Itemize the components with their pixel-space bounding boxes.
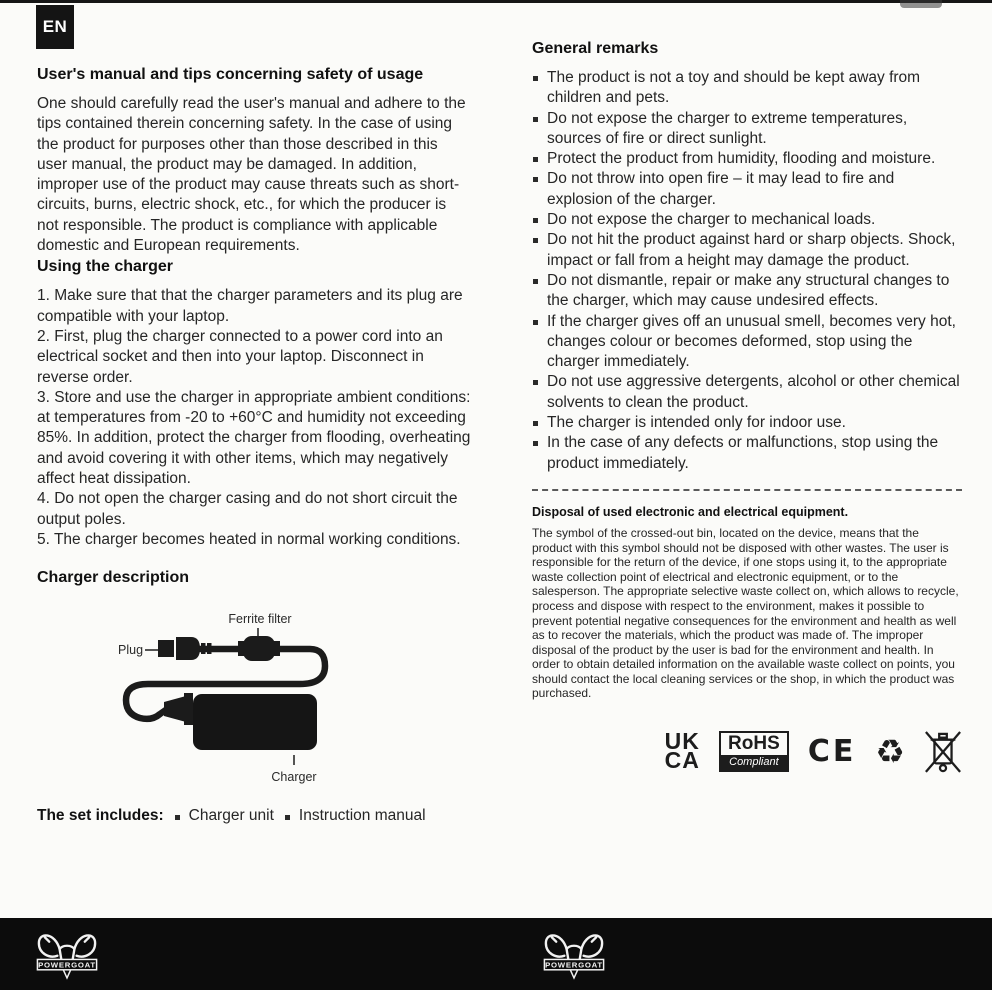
charger-brick [193,694,317,750]
step-item: 4. Do not open the charger casing and do not short circuit the output poles. [37,490,458,528]
dc-connector-collar [184,693,193,725]
list-item [532,109,962,150]
bullet-icon [533,421,538,426]
charger-diagram [100,602,400,798]
list-item [532,68,962,109]
step-item: 5. The charger becomes heated in normal working conditions. [37,530,461,548]
dashed-divider [532,489,962,491]
scan-smudge [900,0,942,8]
bullet-text: Protect the product from humidity, flooding and moisture. [547,150,936,168]
ukca-line1: UK [664,728,700,755]
plug-bead [207,643,212,654]
bullet-icon [533,157,538,162]
ferrite-filter [243,636,275,661]
set-item: Charger unit [188,807,274,825]
disposal-heading: Disposal of used electronic and electrical equipment. [532,504,849,519]
bullet-text: Do not expose the charger to mechanical loads. [547,211,876,229]
section-title-using-charger: Using the charger [37,258,174,276]
bullet-icon [533,117,538,122]
bullet-text: Do not dismantle, repair or make any structural changes to the charger, which may cause undesired effects. [547,271,950,310]
numbered-steps [37,286,471,550]
remarks-list [532,68,962,474]
footer-bar [0,918,992,990]
ukca-mark [664,728,700,774]
plug-bead [201,643,206,654]
bullet-icon [533,320,538,325]
step-item: 3. Store and use the charger in appropriate ambient conditions: at temperatures from -20 to +60°C and humidity not exceeding 85%. In addition, protect the charger from flooding, overheating and avoid covering it with other items, which may negatively affect heat dissipation. [37,388,471,488]
ce-mark: CE [807,733,857,769]
bullet-icon [175,815,180,820]
recycling-symbol-icon: ♻ [875,731,905,771]
crossed-out-bin-icon [924,727,962,775]
bullet-icon [533,218,538,223]
plug-body [176,637,200,660]
set-includes-line [37,807,471,825]
list-item [532,271,962,312]
bullet-text: Do not use aggressive detergents, alcohol or other chemical solvents to clean the product. [547,373,960,411]
list-item [532,210,962,230]
ferrite-filter-label: Ferrite filter [228,612,292,627]
bullet-text: In the case of any defects or malfunctions, stop using the product immediately. [547,434,939,472]
bullet-text: The product is not a toy and should be kept away from children and pets. [547,69,921,107]
bullet-icon [533,238,538,243]
bullet-text: Do not hit the product against hard or sharp objects. Shock, impact or fall from a height may damage the product. [547,231,956,269]
certification-marks-row [532,727,962,775]
list-item [532,149,962,169]
bullet-icon [533,279,538,284]
charger-label: Charger [271,770,317,785]
rohs-compliant-text: Compliant [721,755,787,770]
step-item: 1. Make sure that that the charger parameters and its plug are compatible with your laptop. [37,287,463,325]
list-item [532,372,962,413]
disposal-paragraph: The symbol of the crossed-out bin, located on the device, means that the product with this symbol should not be disposed with other wastes. The user is responsible for the return of the device, if one stops using it, to the appropriate waste collection point of electrical and electronic equipment, or to the salesperson. The appropriate selective waste collect on, which allows to recycle, process and dispose with respect to the environment, makes it possible to prevent potential negative consequences for the environment and health as well as to recover the materials, which the product was made of. The improper disposal of the product by the user is bad for the environment and health. In order to obtain detailed information on the available waste collect on points, you should contact the local cleaning services or the shop, in which the product was purchased. [532,525,959,701]
plug-prong-block [158,640,174,657]
section-title-charger-description: Charger description [37,569,190,587]
powergoat-wordmark: POWERGOAT [545,960,603,970]
bullet-text: If the charger gives off an unusual smell, becomes very hot, changes colour or becomes deformed, stop using the charger immediately. [547,312,956,371]
bullet-icon [533,177,538,182]
intro-paragraph: One should carefully read the user's manual and adhere to the tips contained therein concerning safety. In the case of using the product for purposes other than those described in this user manual, the product may be damaged. In addition, improper use of the product may cause threats such as short-circuits, burns, electric shock, etc., for which the producer is not responsible. The product is compliance with applicable domestic and European requirements. [37,95,466,255]
set-item: Instruction manual [298,807,426,825]
bullet-text: Do not throw into open fire – it may lead to fire and explosion of the charger. [547,170,895,208]
dc-connector [164,696,186,722]
list-item [532,413,962,433]
plug-label: Plug [118,643,144,658]
bullet-icon [533,441,538,446]
section-title-usage: User's manual and tips concerning safety of usage [37,66,424,83]
bullet-icon [533,76,538,81]
list-item [532,433,962,474]
powergoat-logo [30,925,104,985]
section-title-general-remarks: General remarks [532,40,659,57]
list-item [532,312,962,373]
bullet-text: Do not expose the charger to extreme temperatures, sources of fire or direct sunlight. [547,109,908,147]
powergoat-logo [537,925,611,985]
language-badge: EN [36,5,74,49]
bullet-icon [285,815,290,820]
scan-top-edge [0,0,992,3]
rohs-text: RoHS [728,732,780,754]
bullet-icon [533,380,538,385]
step-item: 2. First, plug the charger connected to a power cord into an electrical socket and then into your laptop. Disconnect in reverse order. [37,327,443,386]
list-item [532,230,962,271]
rohs-mark [719,731,789,772]
ukca-line2: CA [664,747,700,774]
right-column [532,38,962,775]
left-column [37,64,471,825]
list-item [532,169,962,210]
powergoat-wordmark: POWERGOAT [38,960,96,970]
bullet-text: The charger is intended only for indoor use. [547,414,846,432]
set-includes-label: The set includes: [37,807,164,825]
